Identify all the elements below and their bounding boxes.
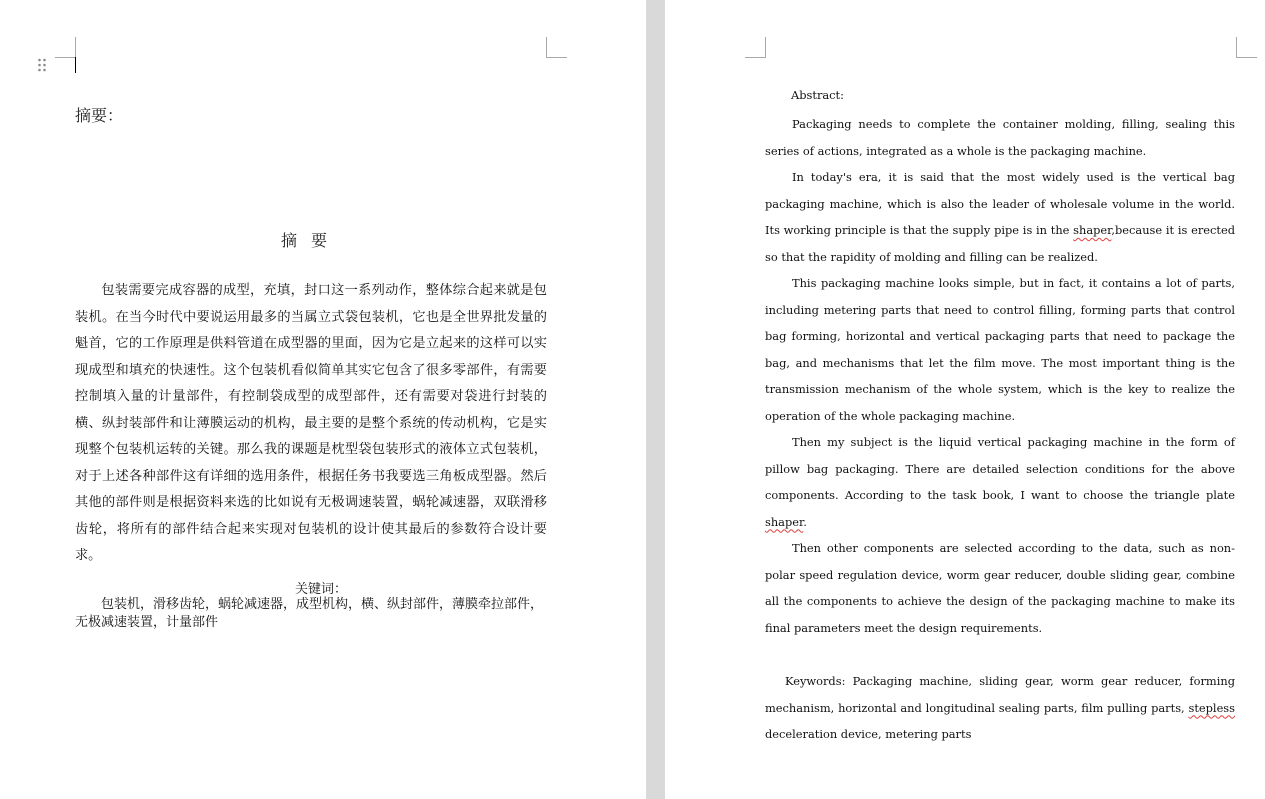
en-paragraph-5: Then other components are selected according to the data, such as non-polar speed regulation device, worm gear reducer, double sliding gear, combine all the components to achieve the design of the packaging machine to make its final parameters meet the design requirements. [765,541,1235,635]
cn-abstract-title: 摘要 [280,231,341,250]
spellcheck-flag-shaper[interactable]: shaper [765,514,804,529]
cn-abstract-body: 包装需要完成容器的成型，充填，封口这一系列动作，整体综合起来就是包装机。在当今时代中要说运用最多的当属立式袋包装机，它也是全世界批发量的魁首，它的工作原理是供料管道在成型器的里面，因为它是立起来的这样可以实现成型和填充的快速性。这个包装机看似简单其实它包含了很多零部件，有需要控制填入量的计量部件，有控制袋成型的成型部件，还有需要对袋进行封装的横、纵封装部件和让薄膜运动的机构，最主要的是整个系统的传动机构，它是实现整个包装机运转的关键。那么我的课题是枕型袋包装形式的液体立式包装机，对于上述各种部件这有详细的选用条件，根据任务书我要选三角板成型器。然后其他的部件则是根据资料来选的比如说有无极调速装置，蜗轮减速器，双联滑移齿轮，将所有的部件结合起来实现对包装机的设计使其最后的参数符合设计要求。 [75,283,547,563]
cn-keywords-label: 关键词： [294,582,347,597]
text-cursor [75,57,76,73]
en-paragraph-2 [765,164,1235,270]
en-paragraph-4-text-a: Then my subject is the liquid vertical packaging machine in the form of pillow bag packaging. There are detailed selection conditions for the above components. According to the task book, I want to choose the triangle plate [765,435,1235,502]
en-paragraph-1: Packaging needs to complete the container molding, filling, sealing this series of actions, integrated as a whole is the packaging machine. [765,117,1235,158]
cn-abstract-heading: 摘要： [75,106,124,125]
en-keywords-text-a: Keywords: Packaging machine, sliding gear, worm gear reducer, forming mechanism, horizontal and longitudinal sealing parts, film pulling parts, [765,674,1235,715]
spellcheck-flag-stepless[interactable]: stepless [1188,700,1235,715]
en-keywords [765,668,1235,748]
en-abstract-label: Abstract: [791,88,844,102]
top-left-margin-mark [745,37,766,58]
en-abstract-body [765,111,1235,641]
top-right-margin-mark [546,37,567,58]
paragraph-drag-handle-icon[interactable] [37,57,47,73]
en-paragraph-4 [765,429,1235,535]
spellcheck-flag-shaper[interactable]: shaper [1073,223,1112,237]
en-paragraph-2-text-b: ,because it is erected so that the rapidity of molding and filling can be realized. [765,223,1235,264]
top-right-margin-mark [1236,37,1257,58]
en-paragraph-4-text-b: . [803,514,807,529]
en-paragraph-3: This packaging machine looks simple, but in fact, it contains a lot of parts, including metering parts that need to control filling, forming parts that control bag forming, horizontal and vertical packaging parts that need to package the bag, and mechanisms that let the film move. The most important thing is the transmission mechanism of the whole system, which is the key to realize the operation of the whole packaging machine. [765,276,1235,423]
en-keywords-text-b: deceleration device, metering parts [765,727,972,741]
cn-keywords-text: 包装机，滑移齿轮，蜗轮减速器，成型机构，横、纵封部件，薄膜牵拉部件，无极减速装置，计量部件 [75,597,544,630]
en-paragraph-2-text-a: In today's era, it is said that the most widely used is the vertical bag packaging machine, which is also the leader of wholesale volume in the world. Its working principle is that the supply pipe is in the [765,170,1235,237]
top-left-margin-mark [55,37,76,58]
